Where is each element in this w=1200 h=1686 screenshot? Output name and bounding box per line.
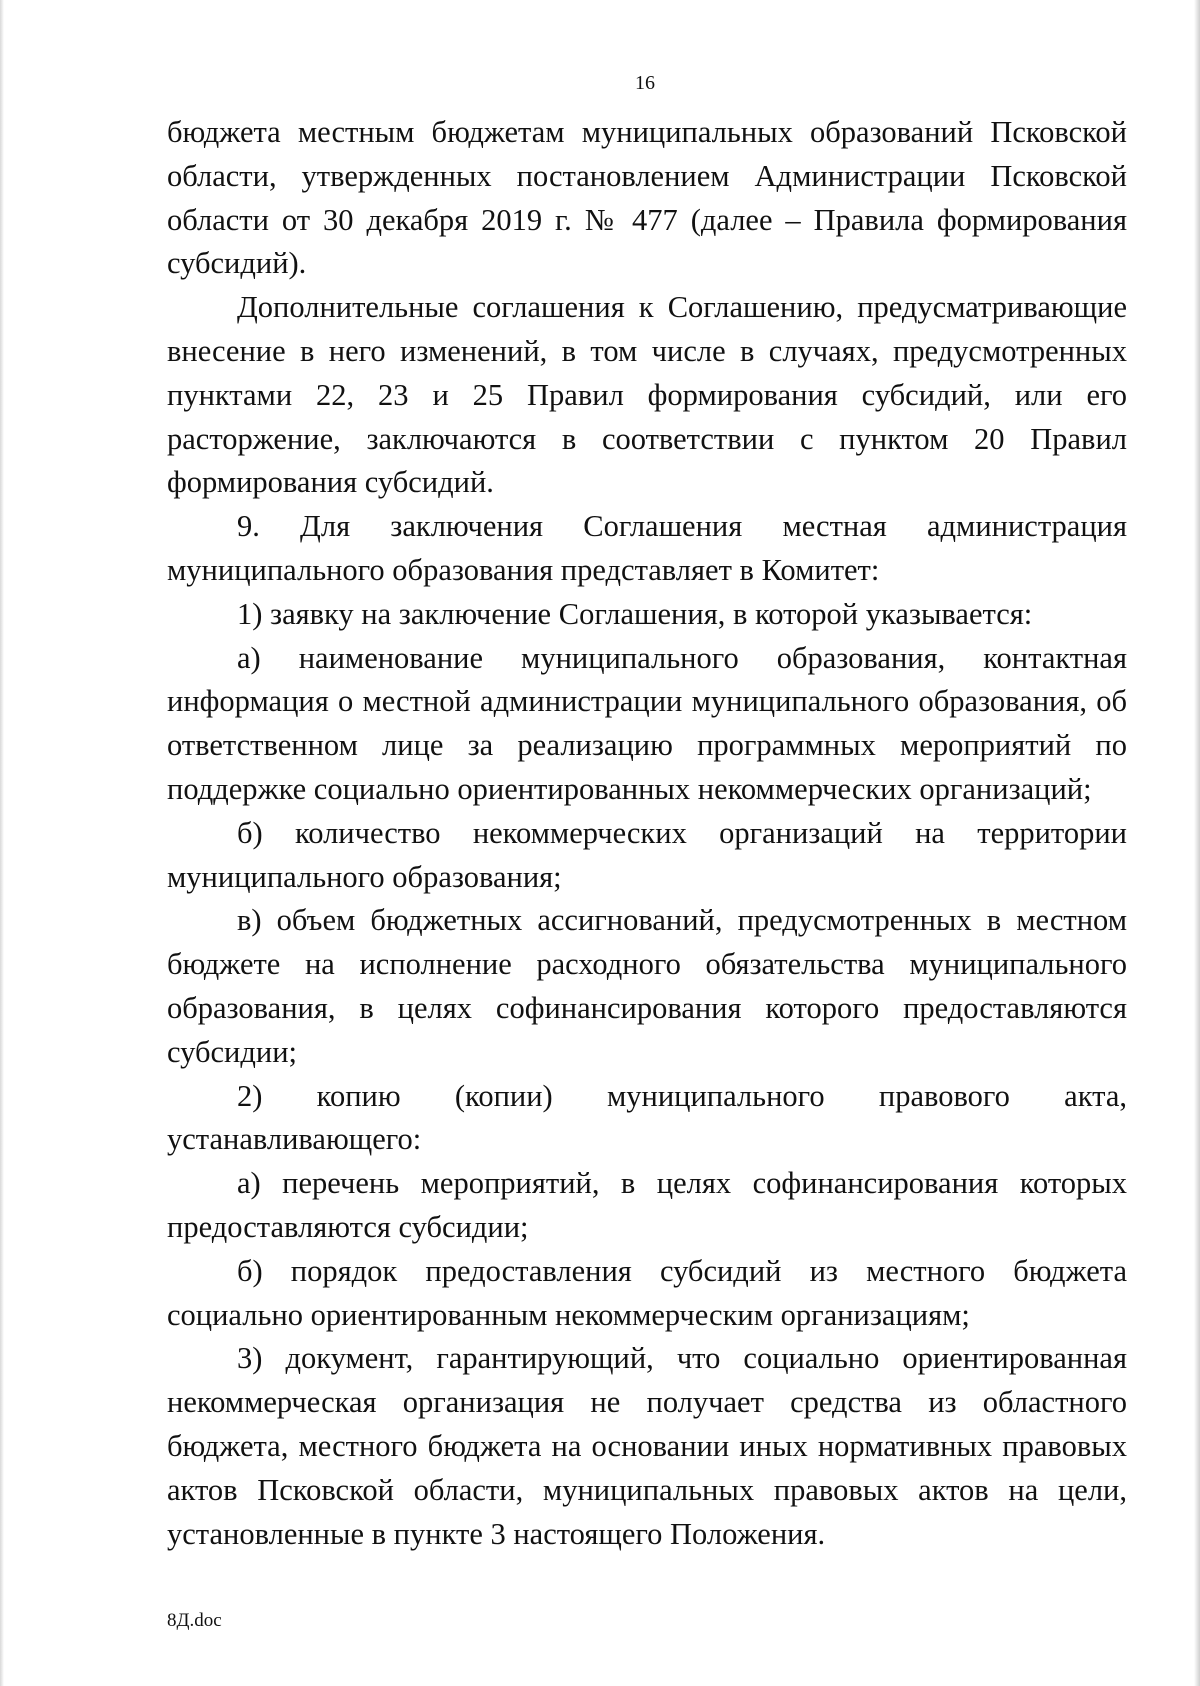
paragraph-subitem-1a: а) наименование муниципального образования, контактная информация о местной администрации муниципального образования, об ответственном лице за реализацию программных мероприятий по поддержке социально ориентированных некоммерческих организаций; <box>167 640 1127 806</box>
paragraph-additional-agreements: Дополнительные соглашения к Соглашению, предусматривающие внесение в него изменений, в том числе в случаях, предусмотренных пунктами 22, 23 и 25 Правил формирования субсидий, или его расторжение, заключаются в соответствии с пунктом 20 Правил формирования субсидий. <box>167 290 1127 500</box>
paragraph-subitem-2: 2) копию (копии) муниципального правового акта, устанавливающего: <box>167 1078 1127 1157</box>
document-body <box>167 111 1127 1556</box>
paragraph-subitem-2a: а) перечень мероприятий, в целях софинансирования которых предоставляются субсидии; <box>167 1166 1127 1244</box>
paragraph-continuation: бюджета местным бюджетам муниципальных образований Псковской области, утвержденных постановлением Администрации Псковской области от 30 декабря 2019 г. № 477 (далее – Правила формирования субсидий). <box>167 115 1127 281</box>
paragraph-subitem-2b: б) порядок предоставления субсидий из местного бюджета социально ориентированным некоммерческим организациям; <box>167 1253 1127 1332</box>
scan-edge-left <box>0 0 4 1686</box>
paragraph-subitem-1b: б) количество некоммерческих организаций на территории муниципального образования; <box>167 815 1127 894</box>
paragraph-subitem-1v: в) объем бюджетных ассигнований, предусмотренных в местном бюджете на исполнение расходного обязательства муниципального образования, в целях софинансирования которого предоставляются субсидии; <box>167 903 1127 1069</box>
paragraph-item-9: 9. Для заключения Соглашения местная администрация муниципального образования представляет в Комитет: <box>167 509 1127 587</box>
footer-filename: 8Д.doc <box>167 1610 222 1631</box>
page-number: 16 <box>635 72 655 94</box>
paragraph-subitem-1: 1) заявку на заключение Соглашения, в которой указывается: <box>237 596 1033 631</box>
paragraph-subitem-3: 3) документ, гарантирующий, что социально ориентированная некоммерческая организация не получает средства из областного бюджета, местного бюджета на основании иных нормативных правовых актов Псковской области, муниципальных правовых актов на цели, установленные в пункте 3 настоящего Положения. <box>167 1341 1127 1551</box>
scan-edge-right <box>1194 0 1200 1686</box>
